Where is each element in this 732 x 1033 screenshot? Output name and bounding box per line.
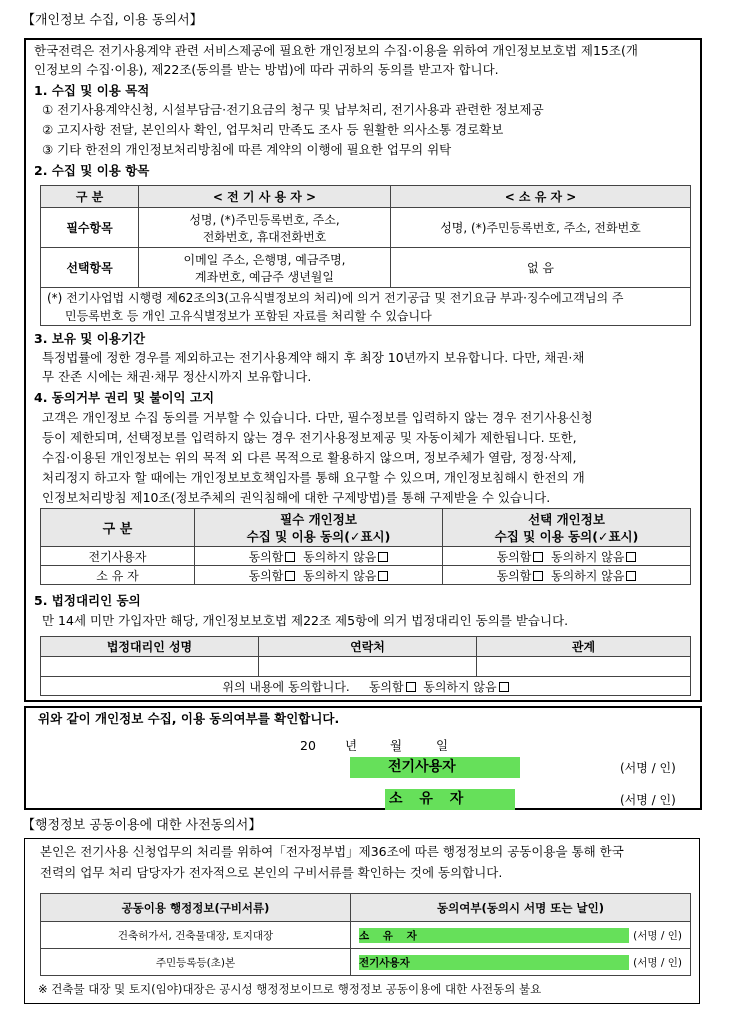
section-3-title: 3. 보유 및 이용기간 <box>34 331 146 346</box>
agree-checkbox[interactable] <box>533 571 543 581</box>
guardian-header-relation: 관계 <box>477 637 691 657</box>
owner-sign-label: 소 유 자 <box>389 791 464 807</box>
check-row-user-optional <box>443 547 691 566</box>
guardian-confirm-text: 위의 내용에 동의합니다. <box>222 679 350 694</box>
header-line: 선택 개인정보 <box>528 511 605 527</box>
check-header-required <box>195 509 443 547</box>
consent-check-table <box>40 508 691 585</box>
admin-row-doc: 건축허가서, 건축물대장, 토지대장 <box>41 922 351 949</box>
purpose-item-1: ① 전기사용계약신청, 시설부담금·전기요금의 청구 및 납부처리, 전기사용과 관련한 정보제공 <box>42 102 544 117</box>
admin-title: 【행정정보 공동이용에 대한 사전동의서】 <box>22 818 262 833</box>
admin-signer-label: 전기사용자 <box>359 956 410 969</box>
admin-sign-highlight <box>359 928 682 943</box>
admin-header-consent: 동의여부(동의시 서명 또는 날인) <box>351 894 691 922</box>
agree-label: 동의함 <box>496 568 532 583</box>
confirm-title: 위와 같이 개인정보 수집, 이용 동의여부를 확인합니다. <box>38 711 340 726</box>
guardian-header-contact: 연락처 <box>259 637 477 657</box>
user-sign-label: 전기사용자 <box>388 759 456 775</box>
owner-sign-field[interactable]: (서명 / 인) <box>620 793 676 807</box>
admin-sign-highlight <box>359 955 682 970</box>
row-optional-user <box>139 248 391 288</box>
table-header-user: < 전 기 사 용 자 > <box>139 186 391 208</box>
date-year-label: 년 <box>345 738 358 753</box>
agree-checkbox[interactable] <box>406 682 416 692</box>
agree-label: 동의함 <box>496 549 532 564</box>
agree-checkbox[interactable] <box>533 552 543 562</box>
retention-line-1: 특정법률에 정한 경우를 제외하고는 전기사용계약 해지 후 최장 10년까지 보유합니다. 다만, 채권·채 <box>42 350 585 365</box>
date-month-label: 월 <box>390 738 403 753</box>
disagree-checkbox[interactable] <box>626 571 636 581</box>
guardian-contact-field[interactable] <box>259 657 477 677</box>
agree-label: 동의함 <box>248 549 284 564</box>
intro-line-1: 한국전력은 전기사용계약 관련 서비스제공에 필요한 개인정보의 수집·이용을 위하여 개인정보보호법 제15조(개 <box>34 43 638 58</box>
refusal-line-3: 수집·이용된 개인정보는 위의 목적 외 다른 목적으로 활용하지 않으며, 정보주체가 열람, 정정·삭제, <box>42 450 577 465</box>
section-2-title: 2. 수집 및 이용 항목 <box>34 163 150 178</box>
date-day-label: 일 <box>436 738 449 753</box>
note-line: (*) 전기사업법 시행령 제62조의3(고유식별정보의 처리)에 의거 전기공급 및 전기요금 부과·징수에고객님의 주 <box>47 290 624 305</box>
check-row-owner-optional <box>443 566 691 585</box>
disagree-label: 동의하지 않음 <box>551 549 625 564</box>
guardian-line: 만 14세 미만 가입자만 해당, 개인정보보호법 제22조 제5항에 의거 법정대리인 동의를 받습니다. <box>42 613 569 628</box>
purpose-item-2: ② 고지사항 전달, 본인의사 확인, 업무처리 만족도 조사 등 원활한 의사소통 경로확보 <box>42 122 504 137</box>
disagree-checkbox[interactable] <box>378 571 388 581</box>
admin-note: ※ 건축물 대장 및 토지(임야)대장은 공시성 행정정보이므로 행정정보 공동이용에 대한 사전동의 불요 <box>38 982 542 996</box>
row-optional-label: 선택항목 <box>41 248 139 288</box>
note-line: 민등록번호 등 개인 고유식별정보가 포함된 자료를 처리할 수 있습니다 <box>65 308 432 323</box>
disagree-label: 동의하지 않음 <box>303 549 377 564</box>
check-row-user-required <box>195 547 443 566</box>
purpose-item-3: ③ 기타 한전의 개인정보처리방침에 따른 계약의 이행에 필요한 업무의 위탁 <box>42 142 452 157</box>
disagree-checkbox[interactable] <box>499 682 509 692</box>
admin-info-table <box>40 893 691 976</box>
check-row-user-label: 전기사용자 <box>41 547 195 566</box>
row-required-label: 필수항목 <box>41 208 139 248</box>
admin-header-doc: 공동이용 행정정보(구비서류) <box>41 894 351 922</box>
admin-signer-label: 소 유 자 <box>359 929 417 942</box>
admin-sign-field[interactable]: (서명 / 인) <box>629 955 682 970</box>
admin-row-sign <box>351 949 691 976</box>
disagree-label: 동의하지 않음 <box>423 679 497 694</box>
disagree-checkbox[interactable] <box>378 552 388 562</box>
admin-line-2: 전력의 업무 처리 담당자가 전자적으로 본인의 구비서류를 확인하는 것에 동의합니다. <box>40 865 503 880</box>
disagree-label: 동의하지 않음 <box>551 568 625 583</box>
disagree-checkbox[interactable] <box>626 552 636 562</box>
guardian-header-name: 법정대리인 성명 <box>41 637 259 657</box>
section-5-title: 5. 법정대리인 동의 <box>34 593 141 608</box>
check-header-optional <box>443 509 691 547</box>
admin-sign-field[interactable]: (서명 / 인) <box>629 928 682 943</box>
retention-line-2: 무 잔존 시에는 채권·채무 정산시까지 보유합니다. <box>42 369 312 384</box>
check-row-owner-label: 소 유 자 <box>41 566 195 585</box>
agree-label: 동의함 <box>248 568 284 583</box>
cell-line: 전화번호, 휴대전화번호 <box>202 229 327 244</box>
intro-line-2: 인정보의 수집·이용), 제22조(동의를 받는 방법)에 따라 귀하의 동의를 받고자 합니다. <box>34 62 499 77</box>
refusal-line-4: 처리정지 하고자 할 때에는 개인정보보호책임자를 통해 요구할 수 있으며, 개인정보침해시 한전의 개 <box>42 470 585 485</box>
section-1-title: 1. 수집 및 이용 목적 <box>34 83 150 98</box>
date-year-prefix: 20 <box>300 738 316 753</box>
check-header-category: 구 분 <box>41 509 195 547</box>
agree-checkbox[interactable] <box>285 552 295 562</box>
header-line: 수집 및 이용 동의(✓표시) <box>494 528 639 544</box>
table-header-owner: < 소 유 자 > <box>391 186 691 208</box>
table-note <box>41 288 691 326</box>
admin-row-sign <box>351 922 691 949</box>
refusal-line-1: 고객은 개인정보 수집 동의를 거부할 수 있습니다. 다만, 필수정보를 입력하지 않는 경우 전기사용신청 <box>42 410 593 425</box>
disagree-label: 동의하지 않음 <box>303 568 377 583</box>
cell-line: 계좌번호, 예금주 생년월일 <box>195 269 334 284</box>
row-required-owner: 성명, (*)주민등록번호, 주소, 전화번호 <box>391 208 691 248</box>
agree-label: 동의함 <box>368 679 404 694</box>
collection-items-table <box>40 185 691 326</box>
header-line: 필수 개인정보 <box>280 511 357 527</box>
admin-line-1: 본인은 전기사용 신청업무의 처리를 위하여「전자정부법」제36조에 따른 행정정보의 공동이용을 통해 한국 <box>40 844 624 859</box>
agree-checkbox[interactable] <box>285 571 295 581</box>
table-header-category: 구 분 <box>41 186 139 208</box>
user-sign-field[interactable]: (서명 / 인) <box>620 761 676 775</box>
refusal-line-5: 인정보처리방침 제10조(정보주체의 권익침해에 대한 구제방법)를 통해 구제받을 수 있습니다. <box>42 490 551 505</box>
refusal-line-2: 등이 제한되며, 선택정보를 입력하지 않는 경우 전기사용정보제공 및 자동이체가 제한됩니다. 또한, <box>42 430 577 445</box>
admin-row-doc: 주민등록등(초)본 <box>41 949 351 976</box>
row-required-user <box>139 208 391 248</box>
check-row-owner-required <box>195 566 443 585</box>
section-4-title: 4. 동의거부 권리 및 불이익 고지 <box>34 390 215 405</box>
row-optional-owner: 없 음 <box>391 248 691 288</box>
header-line: 수집 및 이용 동의(✓표시) <box>246 528 391 544</box>
cell-line: 이메일 주소, 은행명, 예금주명, <box>183 252 346 267</box>
guardian-relation-field[interactable] <box>477 657 691 677</box>
consent-title: 【개인정보 수집, 이용 동의서】 <box>22 13 203 28</box>
guardian-name-field[interactable] <box>41 657 259 677</box>
cell-line: 성명, (*)주민등록번호, 주소, <box>189 212 340 227</box>
guardian-table <box>40 636 691 696</box>
guardian-confirm-row <box>41 677 691 696</box>
